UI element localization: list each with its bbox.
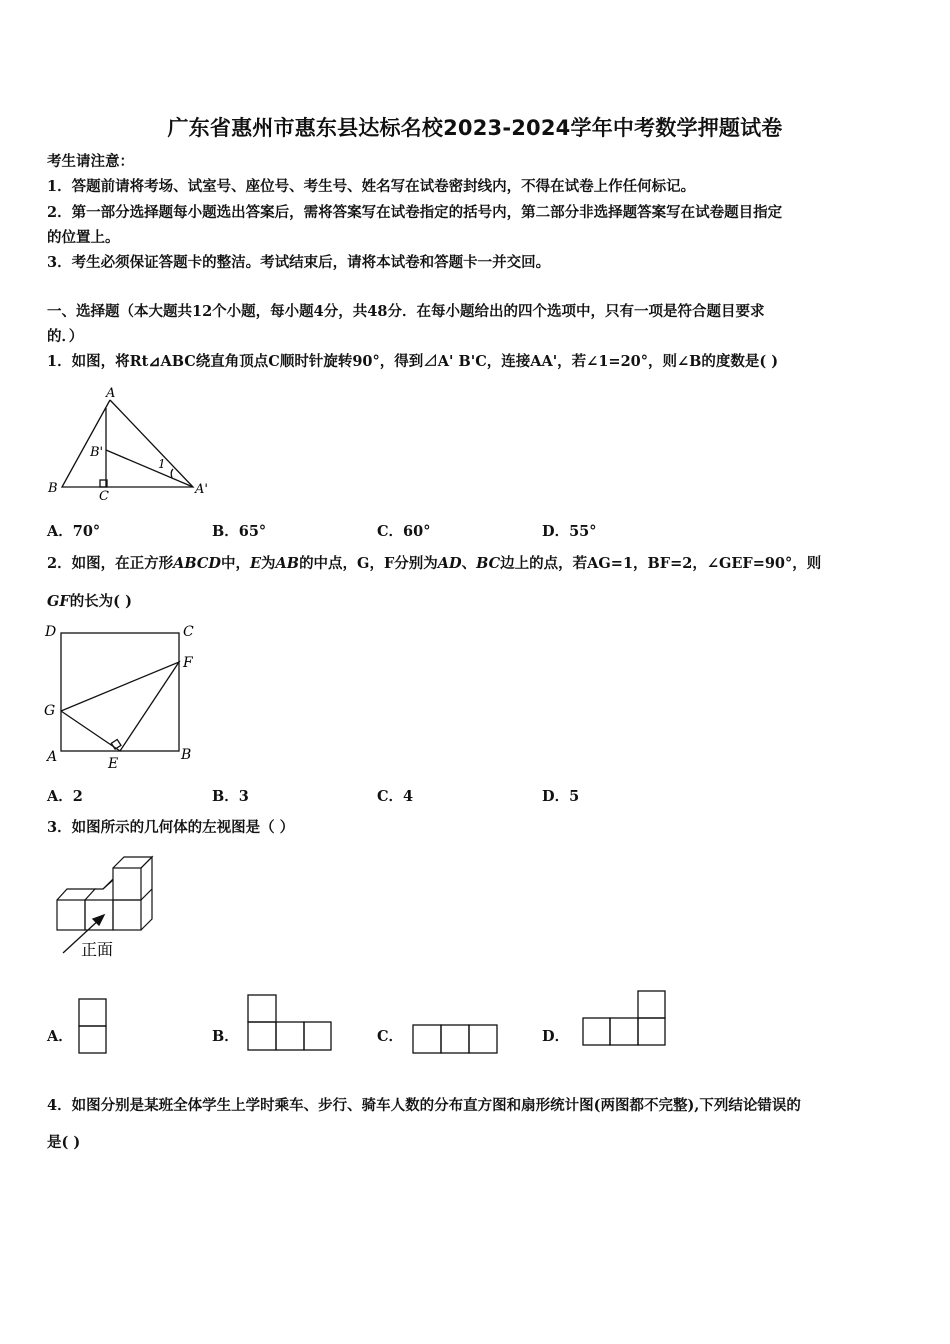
q2-option-b: B．3 [212,788,249,805]
page-title: 广东省惠州市惠东县达标名校2023-2024学年中考数学押题试卷 [167,116,783,140]
q3-option-d: D． [542,1028,570,1045]
section-heading-line1: 一、选择题（本大题共12个小题，每小题4分，共48分．在每小题给出的四个选项中，只有一项是符合题目要求 [47,303,765,320]
q3-stem: 3．如图所示的几何体的左视图是（ ） [47,819,295,836]
q3-option-b: B． [212,1028,239,1045]
q2-label-f: F [183,655,193,671]
q2-option-d: D．5 [542,788,580,805]
q1-stem: 1．如图，将Rt⊿ABC绕直角顶点C顺时针旋转90°，得到⊿A' B'C，连接AA'，若∠1=20°，则∠B的度数是( ) [47,353,779,370]
notice-item: 2．第一部分选择题每小题选出答案后，需将答案写在试卷指定的括号内，第二部分非选择题答案写在试卷题目指定 [47,204,783,221]
notice-item: 3．考生必须保证答题卡的整洁。考试结束后，请将本试卷和答题卡一并交回。 [47,254,551,271]
q1-option-c: C．60° [377,523,431,540]
q2-label-e: E [108,756,119,772]
q3-option-a: A． [47,1028,73,1045]
q2-stem: 2．如图，在正方形ABCD中，E为AB的中点，G，F分别为AD、BC边上的点，若AG=1，BF=2，∠GEF=90°，则 [47,555,822,572]
q1-label-bprime: B' [90,445,104,460]
notice-item: 的位置上。 [47,229,120,246]
q1-label-aprime: A' [195,482,208,497]
q1-label-angle-1: 1 [158,457,166,471]
q1-label-c: C [99,489,109,504]
q3-option-c: C． [377,1028,404,1045]
notice-item: 1．答题前请将考场、试室号、座位号、考生号、姓名写在试卷密封线内，不得在试卷上作任何标记。 [47,178,696,195]
section-heading-line2: 的．） [47,328,84,345]
q2-label-d: D [45,624,57,640]
notice-heading: 考生请注意： [47,153,134,170]
q1-option-a: A．70° [47,523,101,540]
q3-view-d [583,991,665,1045]
q1-option-d: D．55° [542,523,597,540]
q4-stem: 4．如图分别是某班全体学生上学时乘车、步行、骑车人数的分布直方图和扇形统计图(两图都不完整),下列结论错误的 [47,1097,801,1114]
q3-view-b [248,995,331,1050]
q1-option-b: B．65° [212,523,267,540]
q2-label-b: B [181,747,192,763]
q2-label-g: G [44,703,56,719]
q2-label-a: A [47,749,58,765]
q3-view-a [79,999,106,1053]
q1-label-b: B [48,481,58,496]
q1-label-a: A [106,386,116,401]
q2-option-c: C．4 [377,788,414,805]
q3-view-c [413,1025,497,1053]
q2-label-c: C [183,624,194,640]
q3-front-label: 正面 [81,940,114,959]
q2-option-a: A．2 [47,788,83,805]
q2-stem-cont: GF的长为( ) [47,593,132,610]
q4-stem-cont: 是( ) [47,1134,81,1151]
